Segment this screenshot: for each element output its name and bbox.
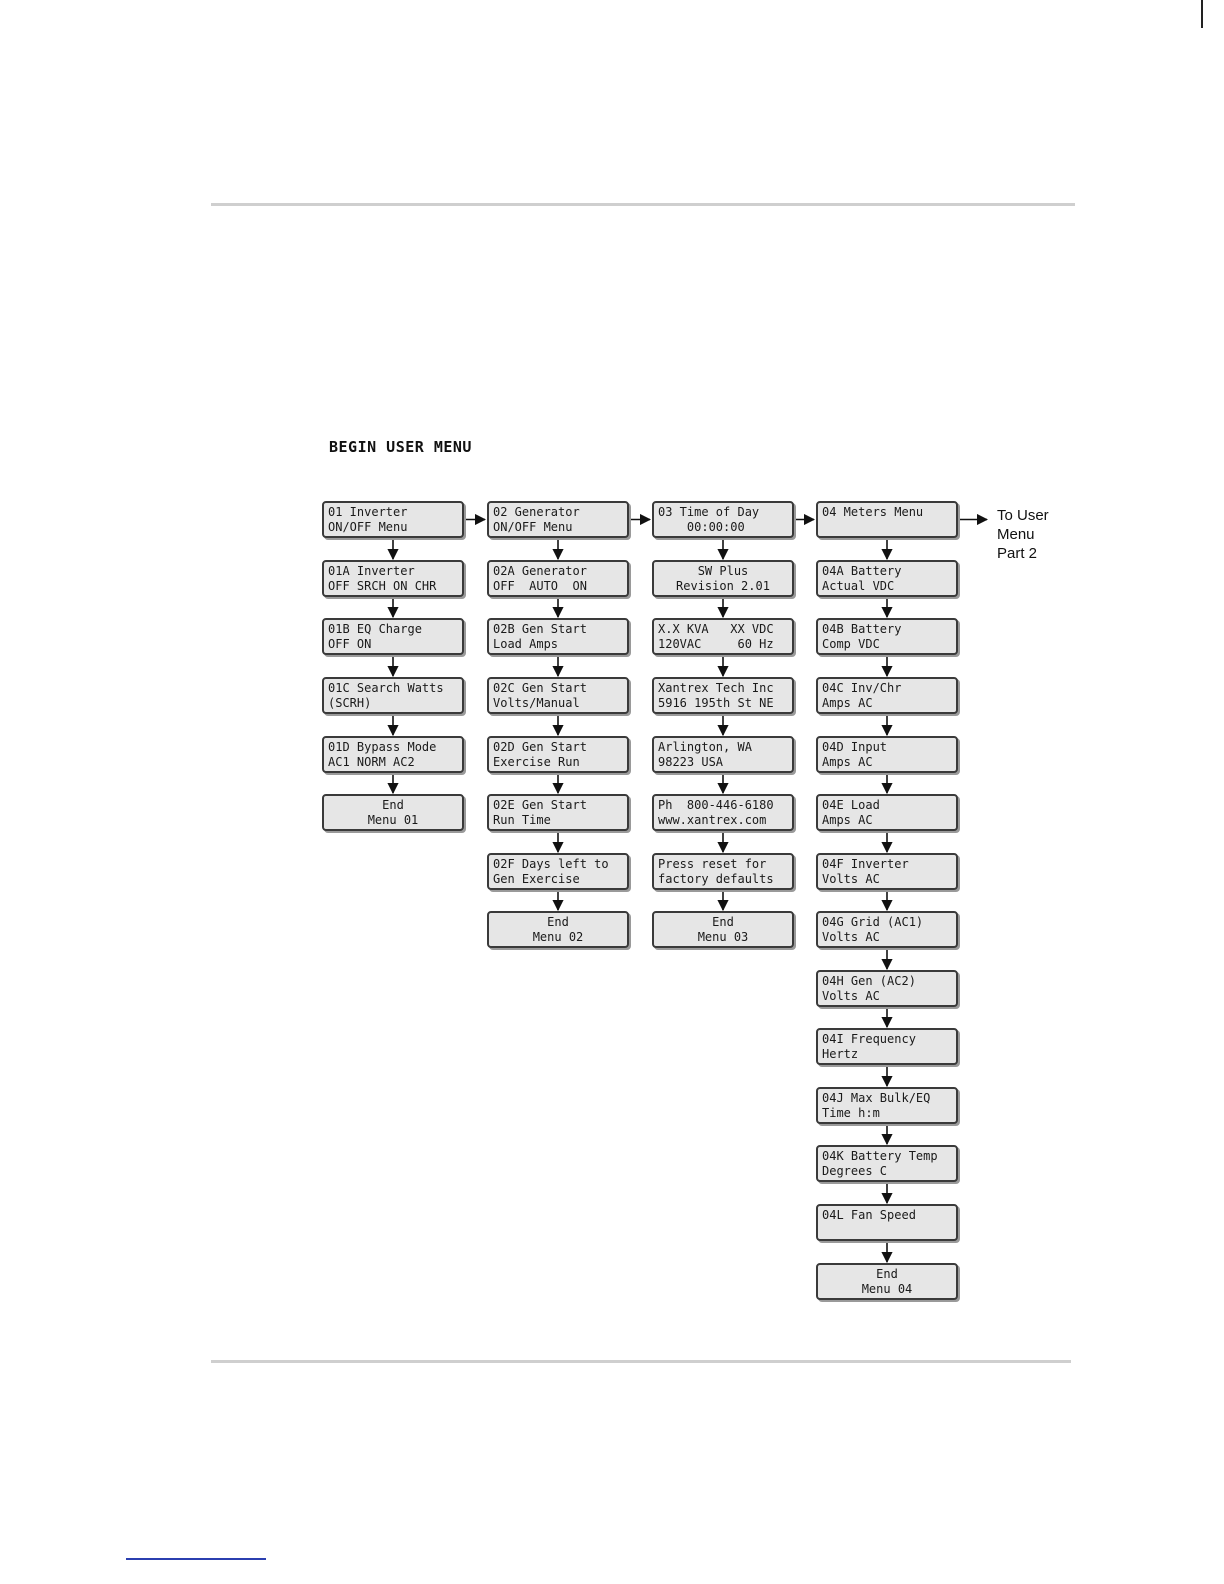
- menu-box-line-2: Menu 01: [367, 813, 419, 827]
- menu-box: [322, 736, 464, 773]
- menu-box-line-2: factory defaults: [658, 872, 774, 886]
- menu-box-line-1: 01B EQ Charge: [328, 622, 422, 636]
- menu-box-line-2: Actual VDC: [822, 579, 895, 593]
- menu-box-line-2: OFF ON: [328, 637, 372, 651]
- menu-box: [322, 618, 464, 655]
- menu-box-line-2: 5916 195th St NE: [658, 696, 774, 710]
- menu-box: [652, 853, 794, 890]
- menu-box: [322, 794, 464, 831]
- menu-box-line-1: 04H Gen (AC2): [822, 974, 916, 988]
- menu-box-line-2: Menu 03: [697, 930, 749, 944]
- menu-box-line-2: Volts AC: [822, 930, 880, 944]
- menu-box: [816, 1204, 958, 1241]
- menu-box: [652, 560, 794, 597]
- menu-box-line-1: End: [712, 915, 734, 929]
- menu-box-line-1: Ph 800-446-6180: [658, 798, 774, 812]
- menu-box: [816, 618, 958, 655]
- menu-box-line-1: 04F Inverter: [822, 857, 909, 871]
- menu-box: [816, 911, 958, 948]
- menu-box: [652, 736, 794, 773]
- menu-box: [816, 501, 958, 538]
- menu-box-line-2: ON/OFF Menu: [493, 520, 573, 534]
- menu-box-line-1: Xantrex Tech Inc: [658, 681, 774, 695]
- menu-box-line-1: 04I Frequency: [822, 1032, 916, 1046]
- menu-box-line-2: Gen Exercise: [493, 872, 580, 886]
- menu-box-line-2: OFF SRCH ON CHR: [328, 579, 437, 593]
- menu-box: [816, 853, 958, 890]
- menu-box-line-1: 02B Gen Start: [493, 622, 587, 636]
- menu-box-line-2: Volts AC: [822, 872, 880, 886]
- menu-box-line-1: 04B Battery: [822, 622, 902, 636]
- menu-box: [652, 794, 794, 831]
- menu-box: [652, 618, 794, 655]
- menu-box-line-1: 02 Generator: [493, 505, 580, 519]
- continuation-line-3: Part 2: [997, 545, 1038, 562]
- menu-box-line-1: 04L Fan Speed: [822, 1208, 916, 1222]
- menu-box-line-1: 04J Max Bulk/EQ: [822, 1091, 931, 1105]
- menu-box-line-2: Amps AC: [822, 696, 873, 710]
- menu-box-line-1: 02E Gen Start: [493, 798, 587, 812]
- menu-box: [816, 1087, 958, 1124]
- menu-box: [487, 736, 629, 773]
- menu-box-line-2: ON/OFF Menu: [328, 520, 408, 534]
- menu-box-line-2: 98223 USA: [658, 755, 724, 769]
- menu-box-line-2: Amps AC: [822, 755, 873, 769]
- menu-box-line-1: End: [547, 915, 569, 929]
- menu-box: [816, 677, 958, 714]
- menu-box-line-1: SW Plus: [697, 564, 749, 578]
- menu-box: [652, 911, 794, 948]
- menu-box-line-2: Load Amps: [493, 637, 559, 651]
- menu-box-line-1: 04 Meters Menu: [822, 505, 924, 519]
- menu-box-line-1: 01 Inverter: [328, 505, 408, 519]
- menu-box-line-2: Revision 2.01: [676, 579, 770, 593]
- menu-box-line-2: (SCRH): [328, 696, 372, 710]
- menu-box-line-1: 02A Generator: [493, 564, 587, 578]
- menu-box-line-2: Volts/Manual: [493, 696, 580, 710]
- menu-box-line-2: AC1 NORM AC2: [328, 755, 415, 769]
- menu-box-line-2: Menu 04: [861, 1282, 913, 1296]
- menu-box-line-1: 04K Battery Temp: [822, 1149, 938, 1163]
- menu-box: [322, 560, 464, 597]
- menu-box-line-1: 04A Battery: [822, 564, 902, 578]
- menu-box-line-2: Menu 02: [532, 930, 584, 944]
- menu-box-line-2: Time h:m: [822, 1106, 880, 1120]
- menu-box: [816, 1263, 958, 1300]
- menu-box-line-1: 04D Input: [822, 740, 888, 754]
- menu-box-line-2: Amps AC: [822, 813, 873, 827]
- menu-box-line-2: 120VAC 60 Hz: [658, 637, 774, 651]
- menu-box-line-1: End: [876, 1267, 898, 1281]
- menu-box: [816, 1028, 958, 1065]
- menu-box-line-1: Press reset for: [658, 857, 767, 871]
- menu-box-line-1: 02D Gen Start: [493, 740, 587, 754]
- menu-box-line-2: Run Time: [493, 813, 551, 827]
- menu-box-line-1: Arlington, WA: [658, 740, 752, 754]
- menu-box-line-1: 04C Inv/Chr: [822, 681, 902, 695]
- menu-box: [487, 794, 629, 831]
- menu-box-line-2: Comp VDC: [822, 637, 880, 651]
- menu-box: [652, 677, 794, 714]
- menu-box: [487, 853, 629, 890]
- menu-box: [652, 501, 794, 538]
- menu-box-line-1: X.X KVA XX VDC: [658, 622, 774, 636]
- menu-box-line-2: Hertz: [822, 1047, 859, 1061]
- menu-box: [322, 501, 464, 538]
- menu-box-line-1: 03 Time of Day: [658, 505, 760, 519]
- menu-box-line-2: 00:00:00: [658, 520, 745, 534]
- menu-box-line-2: www.xantrex.com: [658, 813, 767, 827]
- menu-box-line-2: Volts AC: [822, 989, 880, 1003]
- menu-box: [322, 677, 464, 714]
- continuation-line-1: To User: [997, 507, 1049, 524]
- menu-box-line-1: 01A Inverter: [328, 564, 415, 578]
- menu-box: [487, 501, 629, 538]
- menu-box-line-1: End: [382, 798, 404, 812]
- menu-box: [816, 970, 958, 1007]
- menu-box-line-2: Exercise Run: [493, 755, 580, 769]
- menu-box: [816, 560, 958, 597]
- menu-box-line-1: 04E Load: [822, 798, 880, 812]
- menu-box: [487, 560, 629, 597]
- menu-box-line-1: 04G Grid (AC1): [822, 915, 924, 929]
- diagram-title: BEGIN USER MENU: [329, 438, 472, 456]
- menu-box-line-2: Degrees C: [822, 1164, 888, 1178]
- menu-box: [816, 736, 958, 773]
- menu-box: [816, 794, 958, 831]
- menu-box: [487, 677, 629, 714]
- continuation-label: [997, 506, 1049, 563]
- menu-box-line-2: OFF AUTO ON: [493, 579, 587, 593]
- menu-box-line-1: 02C Gen Start: [493, 681, 587, 695]
- menu-box-line-1: 02F Days left to: [493, 857, 609, 871]
- continuation-line-2: Menu: [997, 526, 1035, 543]
- menu-box: [487, 911, 629, 948]
- menu-box: [816, 1145, 958, 1182]
- menu-box: [487, 618, 629, 655]
- menu-box-line-1: 01C Search Watts: [328, 681, 444, 695]
- menu-box-line-1: 01D Bypass Mode: [328, 740, 437, 754]
